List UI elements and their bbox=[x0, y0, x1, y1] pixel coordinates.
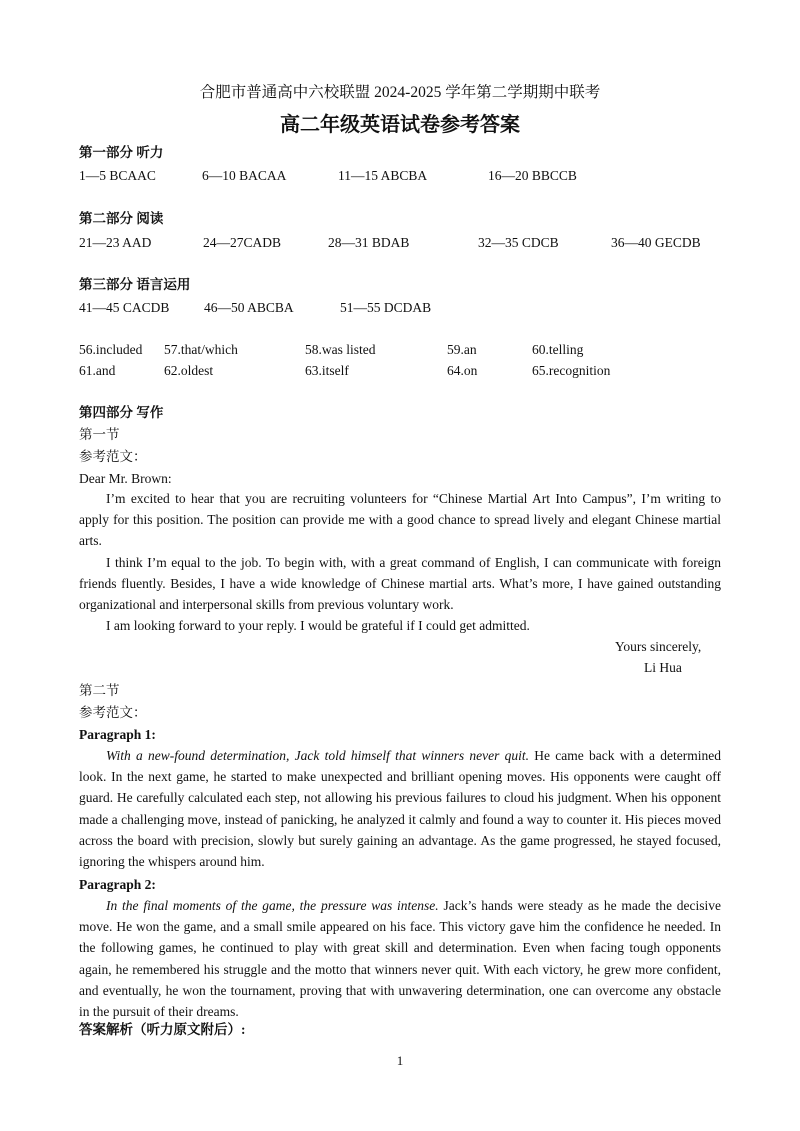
letter-greeting: Dear Mr. Brown: bbox=[79, 471, 172, 486]
grammar-answer: 60.telling bbox=[532, 342, 584, 357]
grammar-answer: 65.recognition bbox=[532, 363, 611, 378]
answer-group: 16—20 BBCCB bbox=[488, 168, 577, 183]
part4-heading: 第四部分 写作 bbox=[79, 405, 164, 420]
grammar-answer: 56.included bbox=[79, 342, 143, 357]
answer-group: 46—50 ABCBA bbox=[204, 300, 294, 315]
paragraph2-body: Jack’s hands were steady as he made the decisive move. He won the game, and a small smile appeared on his face. This victory gave him the confidence he needed. In the following games, he continued to play with great skill and determination. Even when facing tough opponents again, he remembered his struggle and the motto that winners never quit. With each victory, he grew more confident, and eventually, he won the tournament, proving that with unwavering determination, one can overcome any obstacle in the pursuit of their dreams. bbox=[79, 898, 721, 1020]
answer-group: 41—45 CACDB bbox=[79, 300, 170, 315]
section1-label: 第一节 bbox=[79, 427, 120, 442]
paragraph1-lead-sentence: With a new-found determination, Jack told himself that winners never quit. bbox=[106, 748, 530, 763]
page-number: 1 bbox=[396, 1053, 404, 1068]
part1-heading: 第一部分 听力 bbox=[79, 145, 164, 160]
answer-group: 36—40 GECDB bbox=[611, 235, 701, 250]
part2-heading: 第二部分 阅读 bbox=[79, 211, 164, 226]
grammar-answer: 63.itself bbox=[305, 363, 349, 378]
paragraph2-lead-sentence: In the final moments of the game, the pressure was intense. bbox=[106, 898, 439, 913]
letter-paragraph: I’m excited to hear that you are recruiting volunteers for “Chinese Martial Art Into Campus”, I’m writing to apply for this position. The position can provide me with a good chance to spread lively and elegant Chinese martial arts. bbox=[79, 491, 721, 549]
grammar-answer: 62.oldest bbox=[164, 363, 214, 378]
sample-essay-label: 参考范文： bbox=[79, 705, 147, 720]
letter-paragraph: I am looking forward to your reply. I would be grateful if I could get admitted. bbox=[106, 618, 530, 633]
letter-signature: Li Hua bbox=[644, 660, 682, 675]
paragraph1-heading: Paragraph 1: bbox=[79, 727, 156, 742]
grammar-answer: 58.was listed bbox=[305, 342, 376, 357]
sample-essay-label: 参考范文： bbox=[79, 449, 147, 464]
part3-heading: 第三部分 语言运用 bbox=[79, 277, 191, 292]
grammar-answer: 61.and bbox=[79, 363, 116, 378]
analysis-heading: 答案解析（听力原文附后）: bbox=[79, 1022, 246, 1037]
section2-label: 第二节 bbox=[79, 683, 120, 698]
answer-key-title: 高二年级英语试卷参考答案 bbox=[280, 114, 520, 136]
answer-group: 32—35 CDCB bbox=[478, 235, 559, 250]
paragraph2-heading: Paragraph 2: bbox=[79, 877, 156, 892]
answer-group: 11—15 ABCBA bbox=[338, 168, 428, 183]
grammar-answer: 57.that/which bbox=[164, 342, 238, 357]
grammar-answer: 64.on bbox=[447, 363, 478, 378]
answer-group: 24—27CADB bbox=[203, 235, 282, 250]
letter-closing: Yours sincerely, bbox=[615, 639, 702, 654]
answer-group: 51—55 DCDAB bbox=[340, 300, 432, 315]
grammar-answer: 59.an bbox=[447, 342, 477, 357]
paragraph1-body: He came back with a determined look. In the next game, he started to make unexpected and brilliant opening moves. His opponents were caught off guard. He carefully calculated each step, not allowing his previous failures to cloud his judgment. When his opponent made a challenging move, instead of panicking, he analyzed it calmly and found a way to counter it. His pieces moved across the board with precision, slowly but surely gaining an advantage. As the game progressed, he stayed focused, ignoring the whispers around him. bbox=[79, 748, 721, 870]
answer-group: 28—31 BDAB bbox=[328, 235, 410, 250]
letter-paragraph: I think I’m equal to the job. To begin with, with a great command of English, I can communicate with foreign friends fluently. Besides, I have a wide knowledge of Chinese martial arts. What’s more, I have gained outstanding organizational and interpersonal skills from previous voluntary work. bbox=[79, 555, 721, 613]
answer-group: 6—10 BACAA bbox=[202, 168, 287, 183]
story-paragraph-1 bbox=[79, 745, 721, 872]
answer-group: 1—5 BCAAC bbox=[79, 168, 156, 183]
story-paragraph-2 bbox=[79, 895, 721, 1022]
answer-group: 21—23 AAD bbox=[79, 235, 152, 250]
exam-title: 合肥市普通高中六校联盟 2024-2025 学年第二学期期中联考 bbox=[199, 84, 601, 101]
